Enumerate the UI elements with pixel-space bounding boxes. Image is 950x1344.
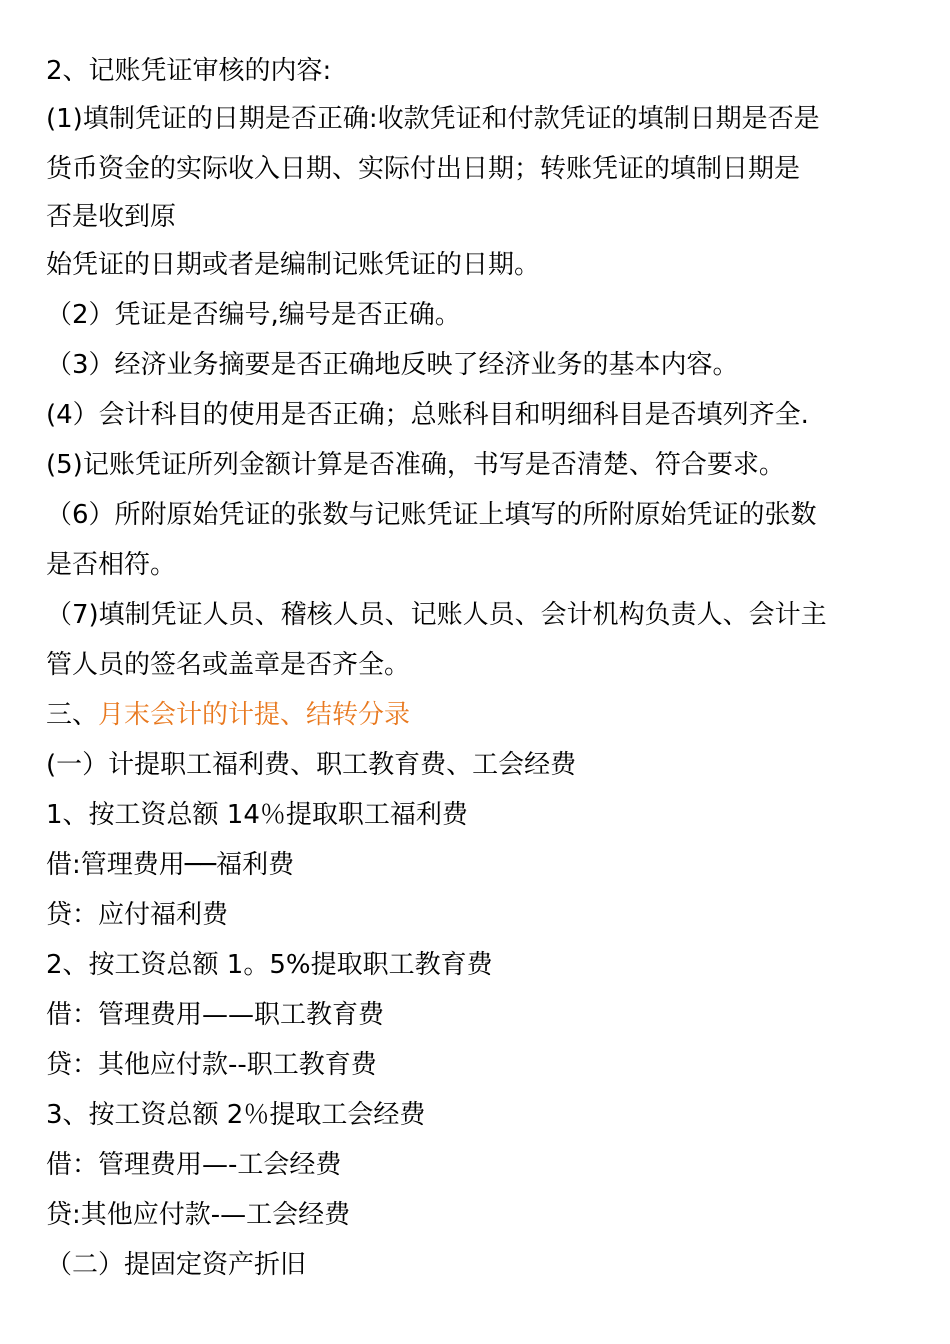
paragraph-line: 否是收到原 [46, 202, 177, 232]
document-page [46, 48, 916, 1290]
paragraph-line: （7)填制凭证人员、稽核人员、记账人员、会计机构负责人、会计主 [46, 600, 827, 630]
credit-entry: 贷：应付福利费 [46, 900, 229, 930]
paragraph-line: (5)记账凭证所列金额计算是否准确，书写是否清楚、符合要求。 [46, 450, 785, 480]
credit-entry: 贷:其他应付款-—工会经费 [46, 1200, 351, 1230]
heading-voucher-review: 2、记账凭证审核的内容: [46, 56, 332, 86]
credit-entry: 贷：其他应付款--职工教育费 [46, 1050, 377, 1080]
debit-entry: 借:管理费用──福利费 [46, 850, 295, 880]
section-title: 月末会计的计提、结转分录 [98, 700, 411, 730]
debit-entry: 借：管理费用—-工会经费 [46, 1150, 342, 1180]
paragraph-line: 管人员的签名或盖章是否齐全。 [46, 650, 411, 680]
paragraph-line: （6）所附原始凭证的张数与记账凭证上填写的所附原始凭证的张数 [46, 500, 817, 530]
subsection-heading: （二）提固定资产折旧 [46, 1250, 307, 1280]
paragraph-line: 货币资金的实际收入日期、实际付出日期；转账凭证的填制日期是 [46, 154, 801, 184]
paragraph-line: 始凭证的日期或者是编制记账凭证的日期。 [46, 250, 541, 280]
section-heading-month-end [46, 690, 916, 740]
entry-item: 2、按工资总额 1。5%提取职工教育费 [46, 950, 493, 980]
paragraph-line: （2）凭证是否编号,编号是否正确。 [46, 300, 461, 330]
subsection-heading: (一）计提职工福利费、职工教育费、工会经费 [46, 750, 577, 780]
paragraph-line: （3）经济业务摘要是否正确地反映了经济业务的基本内容。 [46, 350, 739, 380]
entry-item: 1、按工资总额 14％提取职工福利费 [46, 800, 468, 830]
section-number: 三、 [46, 700, 99, 730]
paragraph-line: (4）会计科目的使用是否正确；总账科目和明细科目是否填列齐全. [46, 400, 809, 430]
paragraph-line: (1)填制凭证的日期是否正确:收款凭证和付款凭证的填制日期是否是 [46, 104, 820, 134]
paragraph-line: 是否相符。 [46, 550, 177, 580]
debit-entry: 借：管理费用——职工教育费 [46, 1000, 385, 1030]
entry-item: 3、按工资总额 2％提取工会经费 [46, 1100, 426, 1130]
